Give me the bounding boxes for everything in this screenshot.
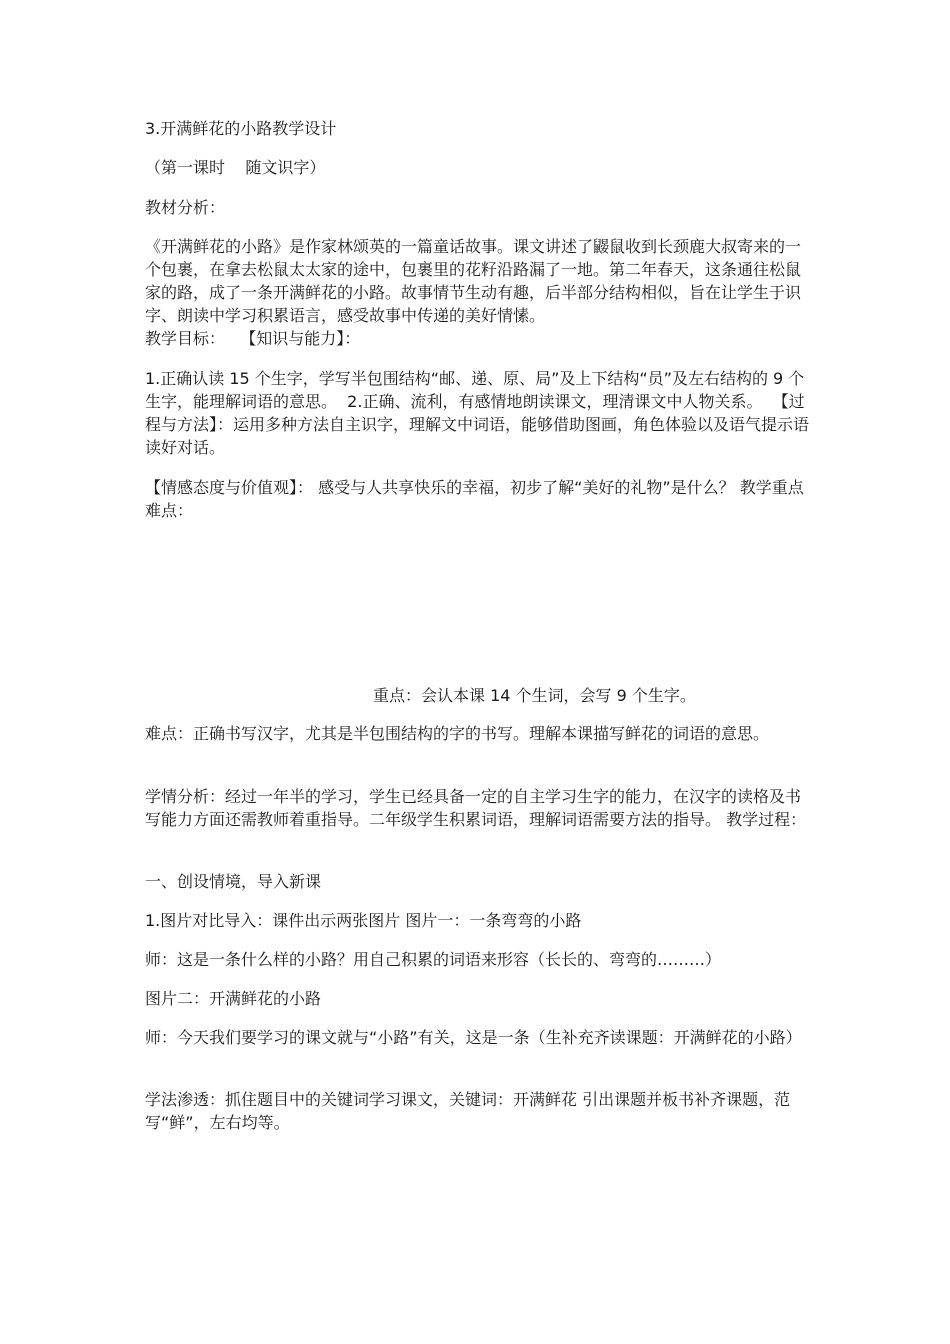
material-analysis-text: 《开满鲜花的小路》是作家林颂英的一篇童话故事。课文讲述了鼹鼠收到长颈鹿大叔寄来的一个包裹，在拿去松鼠太太家的途中，包裹里的花籽沿路漏了一地。第二年春天，这条通往松鼠家的路，成了一条开满鲜花的小路。故事情节生动有趣，后半部分结构相似，旨在让学生于识字、朗读中学习积累语言，感受故事中传递的美好情愫。 bbox=[145, 237, 802, 325]
difficulty-text: 难点：正确书写汉字，尤其是半包围结构的字的书写。理解本课描写鲜花的词语的意思。 bbox=[145, 724, 770, 743]
section-heading-1: 一、创设情境，导入新课 bbox=[145, 872, 322, 891]
lesson-title: 3.开满鲜花的小路教学设计 bbox=[145, 119, 337, 138]
goals-text: 1.正确认读 15 个生字，学写半包围结构“邮、递、原、局”及上下结构“员”及左右结构的 9 个生字，能理解词语的意思。 2.正确、流利，有感情地朗读课文，理清课文中人物关系。 【过程与方法】：运用多种方法自主识字，理解文中词语，能够借助图画，角色体验以及语气提示语读好对话。 bbox=[145, 369, 810, 457]
goals-heading: 教学目标： 【知识与能力】： bbox=[145, 329, 361, 348]
teacher-question-2: 师：今天我们要学习的课文就与“小路”有关，这是一条（生补充齐读课题：开满鲜花的小路） bbox=[145, 1028, 802, 1047]
learner-analysis-text: 学情分析：经过一年半的学习，学生已经具备一定的自主学习生字的能力，在汉字的读格及书写能力方面还需教师着重指导。二年级学生积累词语，理解词语需要方法的指导。 教学过程： bbox=[145, 787, 807, 829]
material-heading: 教材分析： bbox=[145, 198, 226, 217]
step-1-text: 1.图片对比导入：课件出示两张图片 图片一：一条弯弯的小路 bbox=[145, 911, 582, 930]
key-point-text: 重点：会认本课 14 个生词，会写 9 个生字。 bbox=[373, 686, 696, 705]
picture-2-text: 图片二：开满鲜花的小路 bbox=[145, 989, 322, 1008]
teacher-question-1: 师：这是一条什么样的小路？用自己积累的词语来形容（长长的、弯弯的………） bbox=[145, 950, 722, 969]
emotion-goals-text: 【情感态度与价值观】： 感受与人共享快乐的幸福，初步了解“美好的礼物”是什么？ 教学重点难点： bbox=[145, 478, 804, 520]
method-text: 学法渗透：抓住题目中的关键词学习课文，关键词：开满鲜花 引出课题并板书补齐课题，范写“鲜”，左右均等。 bbox=[145, 1090, 791, 1132]
lesson-subtitle: （第一课时 随文识字） bbox=[145, 158, 326, 177]
